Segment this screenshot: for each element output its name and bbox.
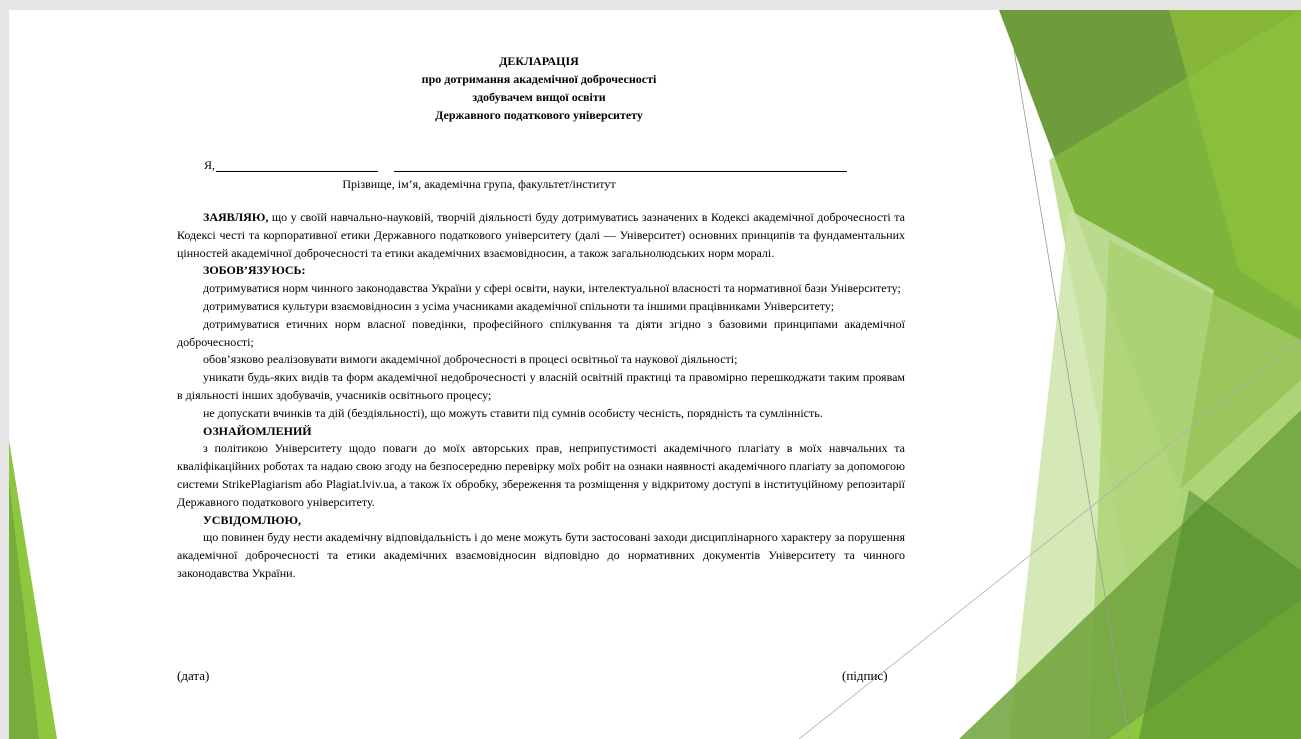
declaration-body (177, 209, 905, 583)
group-faculty-blank-line (394, 171, 847, 172)
informed-text: з політикою Університету щодо поваги до моїх авторських прав, неприпустимості академічного плагіату в моїх навчальних та кваліфікаційних роботах та надаю свою згоду на безпосередню перевірку моїх робіт на ознаки наявності академічного плагіату за допомогою системи StrikePlagiarism або Plagiat.lviv.ua, а також їх обробку, збереження та розміщення у відкритому доступі в інституційному репозитарії Державного податкового університету. (177, 441, 905, 509)
commit-item: обов’язково реалізовувати вимоги академічної доброчесності в процесі освітньої та наукової діяльності; (203, 352, 738, 367)
aware-text: що повинен буду нести академічну відповідальність і до мене можуть бути застосовані заходи дисциплінарного характеру за порушення академічної доброчесності та етики академічних взаємовідносин відповідно до нормативних документів Університету та чинного законодавства України. (177, 530, 905, 580)
commit-item: дотримуватися етичних норм власної поведінки, професійного спілкування та діяти згідно з базовими принципами академічної доброчесності; (177, 316, 905, 349)
title-line: ДЕКЛАРАЦІЯ (499, 54, 579, 68)
title-line: здобувачем вищої освіти (472, 90, 606, 104)
declare-text: що у своїй навчально-науковій, творчій діяльності буду дотримуватись зазначених в Кодексі академічної доброчесності та Кодексі честі та корпоративної етики Державного податкового університету (далі — Університет) основних принципів та фундаментальних цінностей академічної доброчесності та етики академічних взаємовідносин, а також загальнолюдських норм моралі. (177, 210, 905, 260)
commit-item: дотримуватися норм чинного законодавства України у сфері освіти, науки, інтелектуальної власності та нормативної бази Університету; (203, 281, 901, 296)
title-line: Державного податкового університету (435, 108, 643, 122)
name-caption: Прізвище, ім’я, академічна група, факультет/інститут (342, 177, 616, 191)
commit-item: дотримуватися культури взаємовідносин з усіма учасниками академічної спільноти та іншими працівниками Університету; (203, 298, 835, 313)
declare-paragraph (177, 209, 905, 262)
commit-item: не допускати вчинків та дій (бездіяльності), що можуть ставити під сумнів особисту чесність, порядність та сумлінність. (203, 405, 823, 420)
name-blank-line (216, 171, 378, 172)
declaration-title (174, 52, 904, 124)
title-line: про дотримання академічної доброчесності (421, 72, 657, 86)
aware-heading: УСВІДОМЛЮЮ, (203, 512, 302, 527)
date-label: (дата) (177, 668, 210, 683)
name-field-row (204, 158, 864, 178)
name-prefix: Я, (204, 158, 216, 172)
document-slide (9, 10, 1301, 739)
signature-label: (підпис) (842, 668, 888, 683)
commit-heading: ЗОБОВ’ЯЗУЮСЬ: (203, 263, 306, 278)
declare-keyword: ЗАЯВЛЯЮ, (203, 210, 269, 224)
commit-item: уникати будь-яких видів та форм академічної недоброчесності у власній освітній практиці та правомірно перешкоджати таким проявам в діяльності інших здобувачів, учасників освітнього процесу; (177, 370, 905, 402)
informed-heading: ОЗНАЙОМЛЕНИЙ (203, 423, 312, 438)
